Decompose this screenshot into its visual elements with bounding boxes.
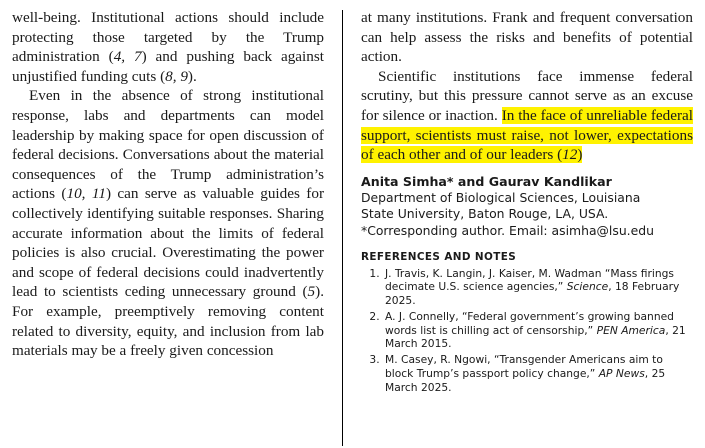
paragraph-institutions: at many institutions. Frank and frequent conversation can help assess the risks and benefits of potential action. (361, 9, 693, 66)
reference-item: 3. M. Casey, R. Ngowi, “Transgender Americans aim to block Trump’s passport policy change,” AP News, 25 March 2025. (383, 353, 693, 394)
left-column (12, 8, 342, 448)
right-column (343, 8, 693, 448)
paragraph-highlighted-conclusion: Scientific institutions face immense federal scrutiny, but this pressure cannot serve as an excuse for silence or inaction. In the face of unreliable federal support, scientists must raise, not lower, expectations of each other and of our leaders (12) (361, 67, 693, 164)
paragraph-continuation: well-being. Institutional actions should include protecting those targeted by the Trump administration (4, 7) and pushing back against unjustified funding cuts (8, 9). (12, 9, 324, 85)
references-list (361, 267, 693, 394)
author-affiliation: Department of Biological Sciences, Louisiana State University, Baton Rouge, LA, USA. *Corresponding author. Email: asimha@lsu.edu (361, 190, 654, 238)
author-byline: Anita Simha* and Gaurav Kandlikar (361, 173, 612, 189)
paragraph-institutional-response: Even in the absence of strong institutional response, labs and departments can model leadership by making space for open discussion of federal decisions. Conversations about the material consequences of the Trump administration’s actions (10, 11) can serve as valuable guides for collectively identifying suitable responses. Sharing accurate information about the limits of federal policies is also crucial. Overestimating the power and scope of federal decisions could inadvertently lead to scientists ceding unnecessary ground (5). For example, preemptively removing content related to diversity, equity, and inclusion from lab materials may be a freely given concession (12, 87, 324, 360)
references-heading: REFERENCES AND NOTES (361, 250, 517, 263)
reference-item: 2. A. J. Connelly, “Federal government’s growing banned words list is chilling act of censorship,” PEN America, 21 March 2015. (383, 310, 693, 351)
reference-item: 1. J. Travis, K. Langin, J. Kaiser, M. Wadman “Mass firings decimate U.S. science agencies,” Science, 18 February 2025. (383, 267, 693, 308)
